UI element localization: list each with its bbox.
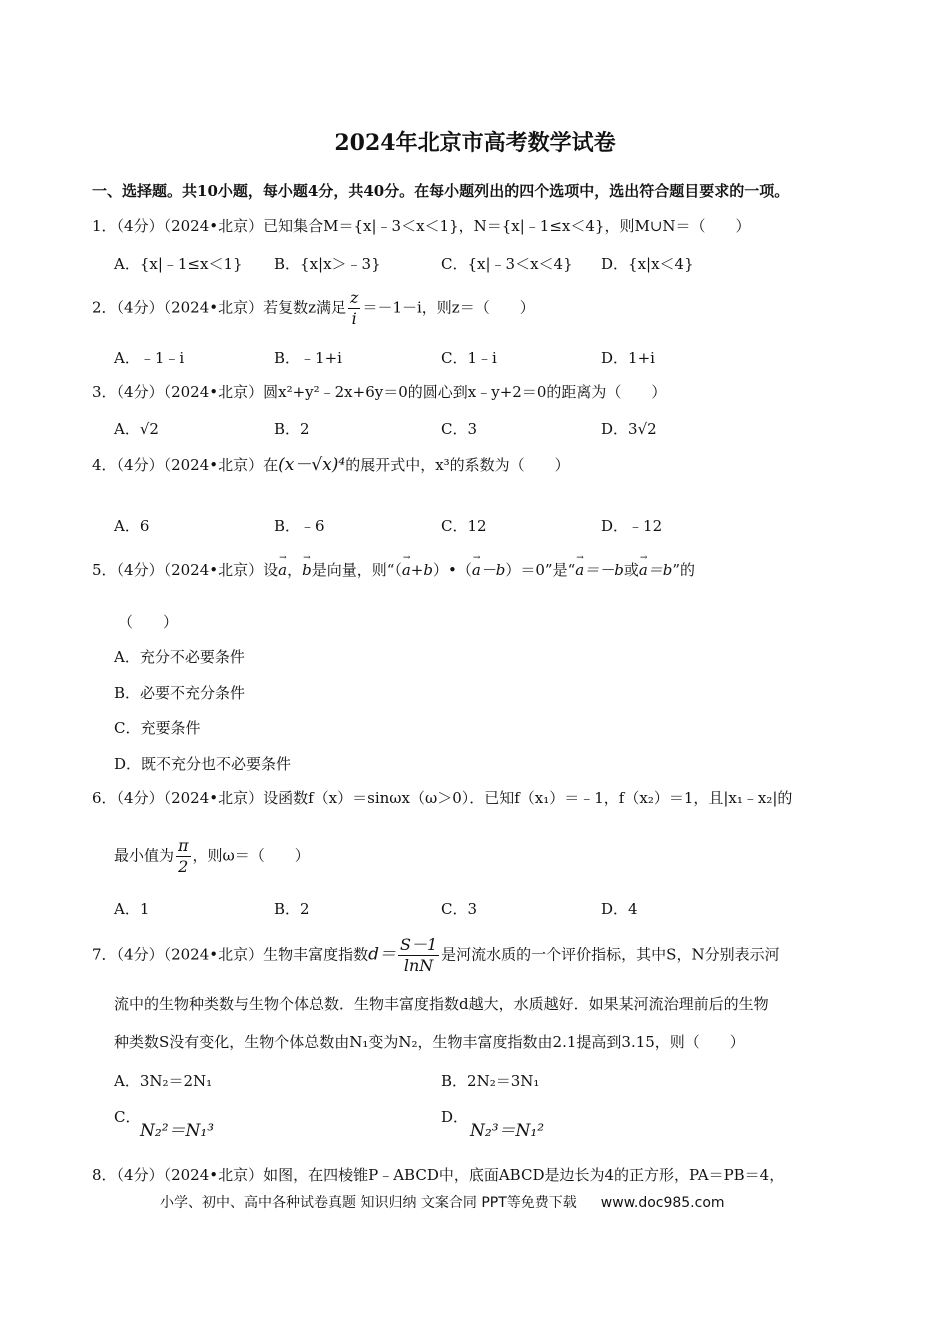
question-6-line-2 [114, 836, 310, 877]
q7-option-c: C． [114, 1108, 141, 1126]
q6-line2-pre: 最小值为 [114, 846, 175, 865]
q7-option-d-math: N₂³＝N₁² [470, 1121, 545, 1141]
q6-frac-num: π [178, 836, 189, 855]
q6-frac-den: 2 [178, 857, 189, 876]
q2-fraction [348, 288, 360, 329]
q3-option-a: A．√2 [114, 420, 159, 438]
q2-frac-num: z [350, 288, 359, 307]
question-8-stem: 8．（4分）（2024•北京）如图，在四棱锥P﹣ABCD中，底面ABCD是边长为4的正方形，PA＝PB＝4， [92, 1166, 785, 1184]
page-title: 2024年北京市高考数学试卷 [334, 130, 616, 156]
q5-condition-2: → a＝b [639, 554, 673, 580]
q4-option-d: D．﹣12 [601, 517, 663, 535]
q5-part-3: ）•（ [432, 561, 472, 579]
q1-option-c: C．{x|﹣3＜x＜4} [441, 255, 573, 273]
question-1-stem: 1．（4分）（2024•北京）已知集合M＝{x|﹣3＜x＜1}，N＝{x|﹣1≤x＜4}，则M∪N＝（ ） [92, 217, 751, 235]
q2-option-a: A．﹣1﹣i [114, 349, 185, 367]
q3-option-d: D．3√2 [601, 420, 657, 438]
q2-frac-den: i [351, 309, 357, 328]
q6-fraction [176, 836, 191, 877]
question-2-stem [92, 288, 535, 329]
q7-option-d: D． [441, 1108, 469, 1126]
q2-option-d: D．1+i [601, 349, 655, 367]
q2-stem-post: ＝－1－i，则z＝（ ） [362, 298, 535, 317]
q1-option-d: D．{x|x＜4} [601, 255, 694, 273]
footer-site-link[interactable]: www.doc985.com [600, 1195, 725, 1211]
q7-line1-post: 是河流水质的一个评价指标，其中S，N分别表示河 [441, 945, 780, 964]
q5-part-2: 是向量，则“（ [311, 561, 402, 579]
q7-fraction [398, 935, 439, 976]
q4-expression: (x－√x)⁴ [278, 455, 346, 475]
question-7-line-2: 流中的生物种类数与生物个体总数．生物丰富度指数d越大，水质越好．如果某河流治理前后的生物 [114, 995, 769, 1013]
q3-option-c: C．3 [441, 420, 478, 438]
q2-option-b: B．﹣1+i [274, 349, 342, 367]
question-7-line-1 [92, 935, 780, 976]
q3-option-b: B．2 [274, 420, 310, 438]
q5-vector-b: → b [302, 554, 312, 580]
q5-sum: → a+b [402, 554, 433, 580]
q6-option-c: C．3 [441, 900, 478, 918]
q7-option-c-math: N₂²＝N₁³ [140, 1121, 215, 1141]
q2-option-c: C．1﹣i [441, 349, 497, 367]
q2-stem-pre: 2．（4分）（2024•北京）若复数z满足 [92, 298, 347, 317]
q1-option-b: B．{x|x＞﹣3} [274, 255, 381, 273]
q7-frac-den: lnN [403, 956, 434, 975]
q6-option-a: A．1 [114, 900, 150, 918]
q5-vector-a: → a [278, 554, 287, 580]
section-heading: 一、选择题。共10小题，每小题4分，共40分。在每小题列出的四个选项中，选出符合题目要求的一项。 [92, 182, 790, 200]
question-6-line-1: 6．（4分）（2024•北京）设函数f（x）＝sinωx（ω＞0）．已知f（x₁）＝﹣1，f（x₂）＝1，且|x₁﹣x₂|的 [92, 789, 793, 807]
q7-option-a: A．3N₂＝2N₁ [114, 1072, 213, 1090]
q4-option-b: B．﹣6 [274, 517, 325, 535]
q7-line1-pre: 7．（4分）（2024•北京）生物丰富度指数 [92, 945, 369, 964]
footer [160, 1192, 725, 1212]
q5-part-1: 5．（4分）（2024•北京）设 [92, 561, 279, 579]
q6-option-d: D．4 [601, 900, 638, 918]
q5-option-b: B．必要不充分条件 [114, 684, 246, 702]
q5-or: 或 [623, 561, 639, 579]
q7-d: d＝ [368, 944, 397, 965]
q6-line2-post: ，则ω＝（ ） [192, 846, 310, 865]
question-5-stem [92, 554, 695, 580]
q4-stem-pre: 4．（4分）（2024•北京）在 [92, 456, 279, 474]
q4-option-a: A．6 [114, 517, 150, 535]
q5-difference: → a－b [472, 554, 506, 580]
q6-option-b: B．2 [274, 900, 310, 918]
q5-option-c: C．充要条件 [114, 719, 201, 737]
q7-option-b: B．2N₂＝3N₁ [441, 1072, 540, 1090]
q5-part-4: ）＝0”是“ [505, 561, 576, 579]
q5-condition-1: → a＝－b [575, 554, 624, 580]
q4-option-c: C．12 [441, 517, 487, 535]
question-7-line-3: 种类数S没有变化，生物个体总数由N₁变为N₂，生物丰富度指数由2.1提高到3.15，则（ ） [114, 1033, 745, 1051]
q7-frac-num: S－1 [400, 935, 438, 954]
question-3-stem: 3．（4分）（2024•北京）圆x²+y²﹣2x+6y＝0的圆心到x﹣y+2＝0的距离为（ ） [92, 383, 667, 401]
q5-part-5: ”的 [672, 561, 696, 579]
question-4-stem [92, 455, 570, 475]
q1-option-a: A．{x|﹣1≤x＜1} [114, 255, 243, 273]
q5-comma: ， [287, 561, 303, 579]
q5-option-d: D．既不充分也不必要条件 [114, 755, 292, 773]
footer-text: 小学、初中、高中各种试卷真题 知识归纳 文案合同 PPT等免费下载 [160, 1195, 577, 1211]
q5-option-a: A．充分不必要条件 [114, 648, 245, 666]
q5-paren: （ ） [118, 613, 179, 631]
q4-stem-post: 的展开式中，x³的系数为（ ） [345, 456, 570, 474]
